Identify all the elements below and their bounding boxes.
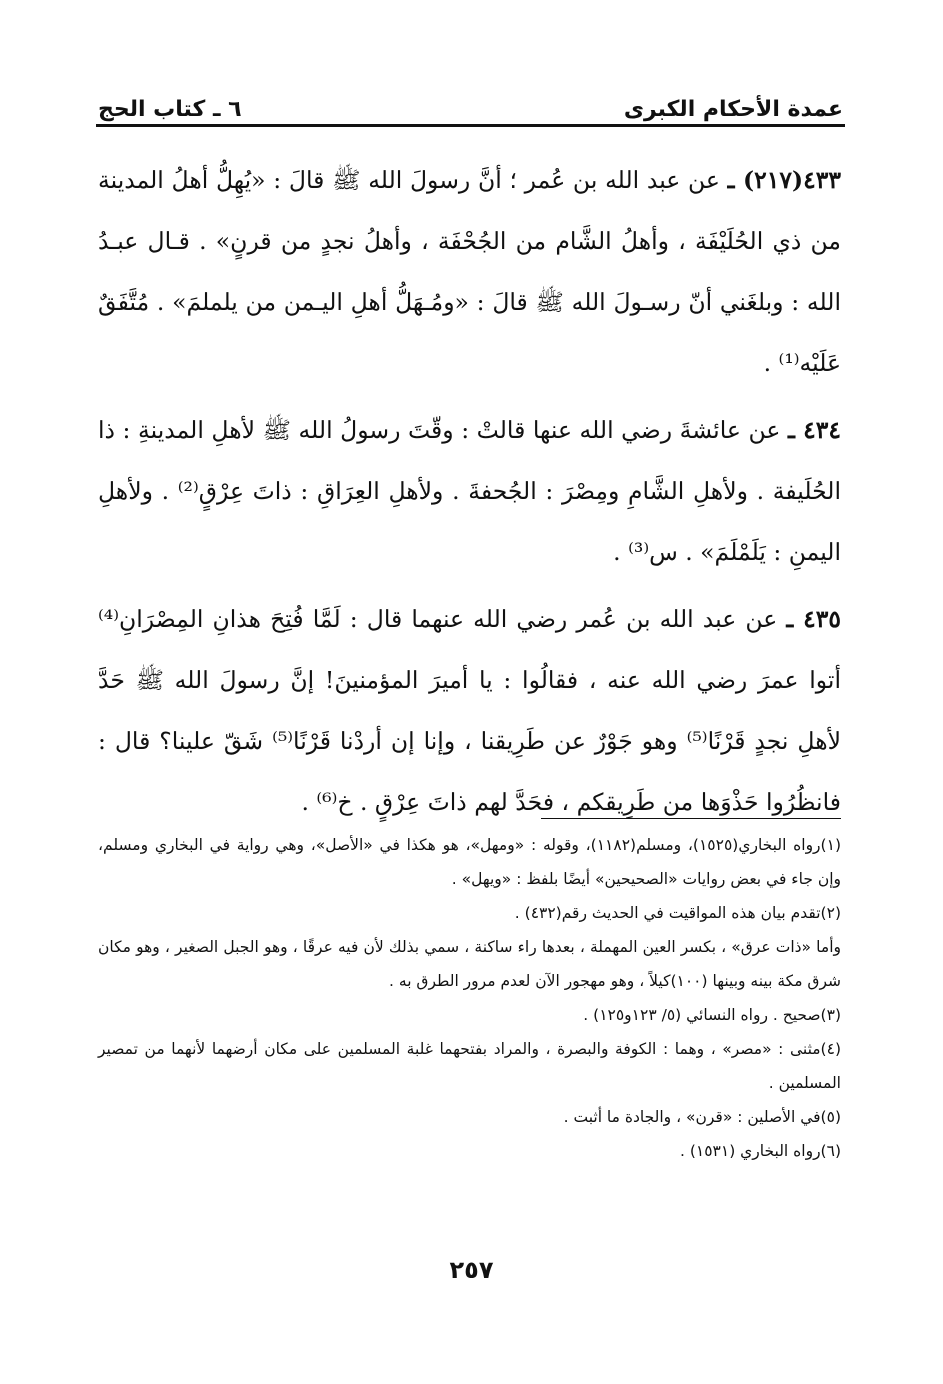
hadith-435 xyxy=(98,589,841,833)
hadith-433 xyxy=(98,150,841,394)
footnote-3: (٣)صحيح . رواه النسائي (٥/ ١٢٣و١٢٥) . xyxy=(583,1006,841,1024)
header-rule xyxy=(96,124,845,127)
footnote-2: (٢)تقدم بيان هذه المواقيت في الحديث رقم(٤٣٢) . xyxy=(514,904,841,922)
footnote-1: (١)رواه البخاري(١٥٢٥)، ومسلم(١١٨٢)، وقوله : «ومهل»، هو هكذا في «الأصل»، وهي رواية في البخاري ومسلم، وإن جاء في بعض روايات «الصحيحين» أيضًا بلفظ : «ويهل» . xyxy=(98,836,841,888)
footnotes xyxy=(98,828,841,1168)
hadith-text: عن عبد الله بن عُمر ؛ أنَّ رسولَ الله ﷺ قالَ : «يُهِلُّ أهلُ المدينة من ذي الحُلَيْفَة ، وأهلُ الشَّام من الجُحْفَة ، وأهلُ نجدٍ من قرنٍ» . قـال عبـدُ الله : وبلغَني أنّ رسـولَ الله ﷺ قالَ : «ومُـهَلُّ أهلِ اليـمن من يلملمَ» . مُتَّفَقٌ عَلَيْه⁽¹⁾ . xyxy=(98,166,841,377)
hadith-number: ٤٣٤ ـ xyxy=(787,416,841,444)
footnote-6: (٦)رواه البخاري (١٥٣١) . xyxy=(679,1142,841,1160)
book-title: عمدة الأحكام الكبرى xyxy=(623,97,843,122)
footnote-5: (٥)في الأصلين : «قرن» ، والجادة ما أثبت . xyxy=(563,1108,841,1126)
hadith-434 xyxy=(98,400,841,583)
hadith-text: عن عائشةَ رضي الله عنها قالتْ : وقّتَ رسولُ الله ﷺ لأهلِ المدينةِ : ذا الحُلَيفة . ولأهلِ الشَّامِ ومِصْرَ : الجُحفةَ . ولأهلِ العِرَاقِ : ذاتَ عِرْقٍ⁽²⁾ . ولأهلِ اليمنِ : يَلَمْلَمَ» . س⁽³⁾ . xyxy=(98,416,841,566)
main-text xyxy=(98,150,841,839)
hadith-text: عن عبد الله بن عُمر رضي الله عنهما قال : لَمَّا فُتِحَ هذانِ المِصْرَانِ⁽⁴⁾ أتوا عمرَ رضي الله عنه ، فقالُوا : يا أميرَ المؤمنينَ! إنَّ رسولَ الله ﷺ حَدَّ لأهلِ نجدٍ قَرْنًا⁽⁵⁾ وهو جَوْرٌ عن طَرِيقنا ، وإنا إن أردْنا قَرْنًا⁽⁵⁾ شَقّ علينا؟ قال : فانظُرُوا حَذْوَها من طَرِيقكم ، فحَدَّ لهم ذاتَ عِرْقٍ . خ⁽⁶⁾ . xyxy=(98,605,841,816)
running-header xyxy=(98,80,843,122)
footnote-2-continued: وأما «ذات عرق» ، بكسر العين المهملة ، بعدها راء ساكنة ، سمي بذلك لأن فيه عرقًا ، وهو الجبل الصغير ، وهو مكان شرق مكة بينه وبينها (١٠٠)كيلاً ، وهو مهجور الآن لعدم مرور الطرق به . xyxy=(98,938,841,990)
hadith-number: ٤٣٣(٢١٧) ـ xyxy=(727,166,841,194)
footnote-separator xyxy=(541,818,841,819)
page-number: ٢٥٧ xyxy=(449,1256,494,1284)
footnote-4: (٤)مثنى : «مصر» ، وهما : الكوفة والبصرة ، والمراد بفتحهما غلبة المسلمين على مكان أرضهما لأنهما من تمصير المسلمين . xyxy=(98,1040,841,1092)
hadith-number: ٤٣٥ ـ xyxy=(786,605,841,633)
chapter-title: ٦ ـ كتاب الحج xyxy=(98,97,242,122)
